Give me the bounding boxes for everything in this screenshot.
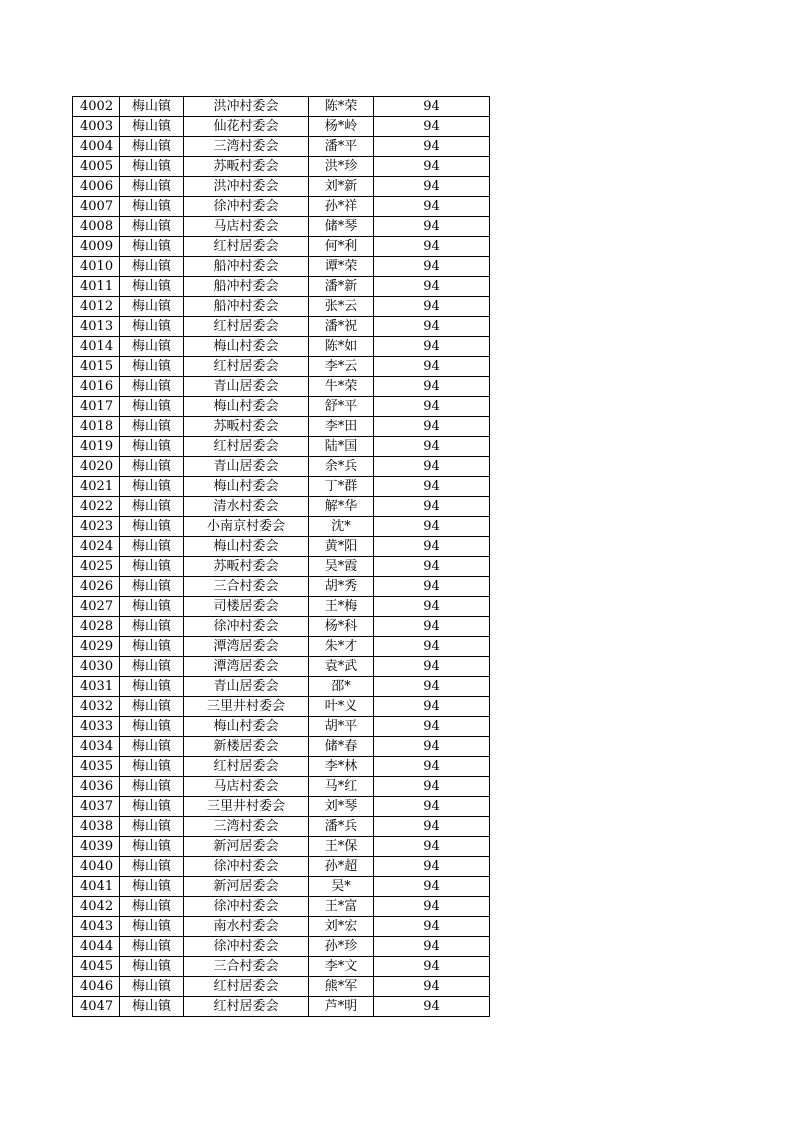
cell-score: 94: [374, 337, 490, 357]
table-row: [73, 657, 490, 677]
cell-committee: 梅山村委会: [184, 717, 309, 737]
cell-committee: 潭湾居委会: [184, 657, 309, 677]
cell-score: 94: [374, 277, 490, 297]
cell-town: 梅山镇: [120, 157, 184, 177]
table-row: [73, 757, 490, 777]
cell-name: 储*琴: [309, 217, 374, 237]
cell-name: 刘*琴: [309, 797, 374, 817]
cell-town: 梅山镇: [120, 177, 184, 197]
table-row: [73, 997, 490, 1017]
cell-id: 4046: [73, 977, 120, 997]
cell-town: 梅山镇: [120, 197, 184, 217]
cell-committee: 红村居委会: [184, 757, 309, 777]
cell-id: 4005: [73, 157, 120, 177]
cell-committee: 船冲村委会: [184, 277, 309, 297]
cell-committee: 新楼居委会: [184, 737, 309, 757]
cell-id: 4026: [73, 577, 120, 597]
cell-committee: 梅山村委会: [184, 397, 309, 417]
cell-committee: 红村居委会: [184, 317, 309, 337]
cell-name: 刘*宏: [309, 917, 374, 937]
cell-score: 94: [374, 237, 490, 257]
cell-committee: 新河居委会: [184, 877, 309, 897]
cell-committee: 洪冲村委会: [184, 177, 309, 197]
table-row: [73, 137, 490, 157]
cell-id: 4030: [73, 657, 120, 677]
table-row: [73, 577, 490, 597]
cell-id: 4024: [73, 537, 120, 557]
cell-score: 94: [374, 577, 490, 597]
table-row: [73, 957, 490, 977]
cell-town: 梅山镇: [120, 917, 184, 937]
cell-committee: 梅山村委会: [184, 537, 309, 557]
cell-committee: 三湾村委会: [184, 137, 309, 157]
cell-name: 王*保: [309, 837, 374, 857]
cell-score: 94: [374, 137, 490, 157]
cell-name: 储*春: [309, 737, 374, 757]
cell-id: 4037: [73, 797, 120, 817]
cell-score: 94: [374, 517, 490, 537]
cell-id: 4006: [73, 177, 120, 197]
table-row: [73, 917, 490, 937]
cell-name: 孙*珍: [309, 937, 374, 957]
cell-town: 梅山镇: [120, 277, 184, 297]
table-row: [73, 637, 490, 657]
cell-id: 4021: [73, 477, 120, 497]
cell-name: 潘*新: [309, 277, 374, 297]
cell-name: 洪*珍: [309, 157, 374, 177]
cell-name: 李*林: [309, 757, 374, 777]
cell-name: 王*富: [309, 897, 374, 917]
cell-town: 梅山镇: [120, 117, 184, 137]
cell-id: 4002: [73, 97, 120, 117]
table-row: [73, 517, 490, 537]
cell-committee: 青山居委会: [184, 677, 309, 697]
cell-name: 袁*武: [309, 657, 374, 677]
cell-name: 潘*祝: [309, 317, 374, 337]
cell-committee: 仙花村委会: [184, 117, 309, 137]
table-row: [73, 777, 490, 797]
table-row: [73, 597, 490, 617]
cell-town: 梅山镇: [120, 457, 184, 477]
cell-score: 94: [374, 497, 490, 517]
cell-town: 梅山镇: [120, 817, 184, 837]
cell-committee: 红村居委会: [184, 357, 309, 377]
cell-name: 牛*荣: [309, 377, 374, 397]
cell-id: 4022: [73, 497, 120, 517]
cell-name: 吴*霞: [309, 557, 374, 577]
cell-name: 沈*: [309, 517, 374, 537]
cell-town: 梅山镇: [120, 757, 184, 777]
table-row: [73, 697, 490, 717]
cell-name: 潘*兵: [309, 817, 374, 837]
cell-name: 谭*荣: [309, 257, 374, 277]
cell-name: 叶*义: [309, 697, 374, 717]
cell-name: 邵*: [309, 677, 374, 697]
table-row: [73, 537, 490, 557]
cell-score: 94: [374, 817, 490, 837]
cell-score: 94: [374, 737, 490, 757]
cell-town: 梅山镇: [120, 577, 184, 597]
cell-id: 4034: [73, 737, 120, 757]
cell-name: 吴*: [309, 877, 374, 897]
cell-committee: 梅山村委会: [184, 477, 309, 497]
cell-id: 4023: [73, 517, 120, 537]
table-row: [73, 197, 490, 217]
cell-id: 4029: [73, 637, 120, 657]
cell-committee: 三湾村委会: [184, 817, 309, 837]
cell-name: 孙*超: [309, 857, 374, 877]
cell-committee: 徐冲村委会: [184, 197, 309, 217]
cell-committee: 红村居委会: [184, 237, 309, 257]
table-row: [73, 157, 490, 177]
cell-name: 陈*如: [309, 337, 374, 357]
cell-score: 94: [374, 757, 490, 777]
cell-name: 何*利: [309, 237, 374, 257]
cell-name: 孙*祥: [309, 197, 374, 217]
table-row: [73, 857, 490, 877]
cell-town: 梅山镇: [120, 717, 184, 737]
cell-id: 4042: [73, 897, 120, 917]
cell-town: 梅山镇: [120, 477, 184, 497]
cell-town: 梅山镇: [120, 137, 184, 157]
cell-town: 梅山镇: [120, 617, 184, 637]
cell-town: 梅山镇: [120, 377, 184, 397]
cell-id: 4033: [73, 717, 120, 737]
cell-id: 4038: [73, 817, 120, 837]
cell-score: 94: [374, 957, 490, 977]
cell-name: 舒*平: [309, 397, 374, 417]
table-row: [73, 877, 490, 897]
table-row: [73, 837, 490, 857]
table-row: [73, 117, 490, 137]
cell-town: 梅山镇: [120, 897, 184, 917]
cell-town: 梅山镇: [120, 857, 184, 877]
cell-name: 张*云: [309, 297, 374, 317]
table-row: [73, 457, 490, 477]
table-row: [73, 237, 490, 257]
cell-committee: 马店村委会: [184, 777, 309, 797]
cell-id: 4013: [73, 317, 120, 337]
cell-committee: 司楼居委会: [184, 597, 309, 617]
cell-score: 94: [374, 177, 490, 197]
cell-id: 4018: [73, 417, 120, 437]
cell-id: 4027: [73, 597, 120, 617]
cell-id: 4015: [73, 357, 120, 377]
cell-score: 94: [374, 997, 490, 1017]
cell-score: 94: [374, 377, 490, 397]
cell-committee: 苏畈村委会: [184, 557, 309, 577]
cell-score: 94: [374, 917, 490, 937]
table-row: [73, 797, 490, 817]
cell-name: 陆*国: [309, 437, 374, 457]
cell-score: 94: [374, 197, 490, 217]
cell-score: 94: [374, 217, 490, 237]
cell-score: 94: [374, 357, 490, 377]
table-row: [73, 677, 490, 697]
table-row: [73, 437, 490, 457]
cell-town: 梅山镇: [120, 557, 184, 577]
data-table: [72, 96, 490, 1017]
table-row: [73, 817, 490, 837]
cell-score: 94: [374, 937, 490, 957]
cell-town: 梅山镇: [120, 797, 184, 817]
cell-town: 梅山镇: [120, 337, 184, 357]
cell-score: 94: [374, 837, 490, 857]
cell-id: 4031: [73, 677, 120, 697]
cell-committee: 清水村委会: [184, 497, 309, 517]
cell-town: 梅山镇: [120, 697, 184, 717]
cell-committee: 三合村委会: [184, 957, 309, 977]
cell-id: 4017: [73, 397, 120, 417]
cell-id: 4019: [73, 437, 120, 457]
cell-town: 梅山镇: [120, 217, 184, 237]
cell-town: 梅山镇: [120, 437, 184, 457]
cell-committee: 三里井村委会: [184, 797, 309, 817]
cell-id: 4047: [73, 997, 120, 1017]
cell-name: 潘*平: [309, 137, 374, 157]
cell-committee: 洪冲村委会: [184, 97, 309, 117]
cell-town: 梅山镇: [120, 257, 184, 277]
cell-name: 刘*新: [309, 177, 374, 197]
cell-committee: 三合村委会: [184, 577, 309, 597]
cell-town: 梅山镇: [120, 497, 184, 517]
cell-score: 94: [374, 677, 490, 697]
table-row: [73, 717, 490, 737]
cell-committee: 新河居委会: [184, 837, 309, 857]
cell-town: 梅山镇: [120, 537, 184, 557]
cell-id: 4009: [73, 237, 120, 257]
cell-name: 李*田: [309, 417, 374, 437]
cell-committee: 苏畈村委会: [184, 157, 309, 177]
cell-committee: 船冲村委会: [184, 297, 309, 317]
table-row: [73, 357, 490, 377]
cell-id: 4045: [73, 957, 120, 977]
cell-name: 芦*明: [309, 997, 374, 1017]
cell-town: 梅山镇: [120, 397, 184, 417]
table-body: [73, 97, 490, 1017]
cell-town: 梅山镇: [120, 937, 184, 957]
cell-committee: 红村居委会: [184, 437, 309, 457]
cell-committee: 青山居委会: [184, 377, 309, 397]
cell-score: 94: [374, 417, 490, 437]
cell-committee: 小南京村委会: [184, 517, 309, 537]
cell-id: 4010: [73, 257, 120, 277]
cell-town: 梅山镇: [120, 237, 184, 257]
cell-town: 梅山镇: [120, 597, 184, 617]
table-row: [73, 937, 490, 957]
cell-town: 梅山镇: [120, 737, 184, 757]
cell-id: 4004: [73, 137, 120, 157]
cell-score: 94: [374, 897, 490, 917]
cell-town: 梅山镇: [120, 957, 184, 977]
cell-id: 4008: [73, 217, 120, 237]
cell-score: 94: [374, 977, 490, 997]
cell-committee: 三里井村委会: [184, 697, 309, 717]
cell-score: 94: [374, 717, 490, 737]
cell-score: 94: [374, 317, 490, 337]
cell-score: 94: [374, 797, 490, 817]
table-row: [73, 617, 490, 637]
cell-committee: 苏畈村委会: [184, 417, 309, 437]
cell-score: 94: [374, 117, 490, 137]
cell-id: 4041: [73, 877, 120, 897]
cell-score: 94: [374, 257, 490, 277]
cell-name: 杨*科: [309, 617, 374, 637]
cell-committee: 青山居委会: [184, 457, 309, 477]
cell-score: 94: [374, 297, 490, 317]
cell-score: 94: [374, 437, 490, 457]
cell-id: 4032: [73, 697, 120, 717]
cell-town: 梅山镇: [120, 637, 184, 657]
cell-score: 94: [374, 877, 490, 897]
cell-town: 梅山镇: [120, 877, 184, 897]
table-row: [73, 557, 490, 577]
cell-town: 梅山镇: [120, 977, 184, 997]
cell-committee: 梅山村委会: [184, 337, 309, 357]
cell-id: 4025: [73, 557, 120, 577]
cell-score: 94: [374, 597, 490, 617]
cell-town: 梅山镇: [120, 357, 184, 377]
cell-id: 4040: [73, 857, 120, 877]
cell-name: 胡*平: [309, 717, 374, 737]
cell-score: 94: [374, 657, 490, 677]
table-row: [73, 177, 490, 197]
cell-id: 4007: [73, 197, 120, 217]
table-row: [73, 277, 490, 297]
cell-id: 4016: [73, 377, 120, 397]
cell-score: 94: [374, 457, 490, 477]
table-row: [73, 977, 490, 997]
cell-town: 梅山镇: [120, 997, 184, 1017]
cell-name: 李*云: [309, 357, 374, 377]
cell-committee: 徐冲村委会: [184, 857, 309, 877]
cell-name: 朱*才: [309, 637, 374, 657]
cell-score: 94: [374, 777, 490, 797]
cell-committee: 船冲村委会: [184, 257, 309, 277]
table-row: [73, 737, 490, 757]
cell-id: 4036: [73, 777, 120, 797]
cell-id: 4028: [73, 617, 120, 637]
table-row: [73, 97, 490, 117]
cell-id: 4020: [73, 457, 120, 477]
cell-score: 94: [374, 157, 490, 177]
cell-town: 梅山镇: [120, 677, 184, 697]
cell-id: 4003: [73, 117, 120, 137]
cell-town: 梅山镇: [120, 837, 184, 857]
cell-score: 94: [374, 697, 490, 717]
cell-town: 梅山镇: [120, 417, 184, 437]
cell-town: 梅山镇: [120, 97, 184, 117]
cell-committee: 红村居委会: [184, 977, 309, 997]
cell-name: 丁*群: [309, 477, 374, 497]
table-row: [73, 397, 490, 417]
table-row: [73, 477, 490, 497]
cell-id: 4043: [73, 917, 120, 937]
cell-id: 4011: [73, 277, 120, 297]
cell-name: 熊*军: [309, 977, 374, 997]
cell-score: 94: [374, 537, 490, 557]
cell-name: 马*红: [309, 777, 374, 797]
table-row: [73, 497, 490, 517]
cell-town: 梅山镇: [120, 517, 184, 537]
table-row: [73, 217, 490, 237]
cell-score: 94: [374, 557, 490, 577]
cell-score: 94: [374, 397, 490, 417]
cell-score: 94: [374, 637, 490, 657]
cell-committee: 红村居委会: [184, 997, 309, 1017]
table-row: [73, 337, 490, 357]
cell-name: 李*文: [309, 957, 374, 977]
cell-committee: 徐冲村委会: [184, 617, 309, 637]
cell-id: 4014: [73, 337, 120, 357]
cell-committee: 徐冲村委会: [184, 897, 309, 917]
cell-town: 梅山镇: [120, 317, 184, 337]
table-row: [73, 417, 490, 437]
cell-id: 4039: [73, 837, 120, 857]
cell-town: 梅山镇: [120, 777, 184, 797]
cell-score: 94: [374, 97, 490, 117]
cell-name: 胡*秀: [309, 577, 374, 597]
cell-id: 4012: [73, 297, 120, 317]
cell-committee: 马店村委会: [184, 217, 309, 237]
table-row: [73, 257, 490, 277]
cell-name: 余*兵: [309, 457, 374, 477]
cell-town: 梅山镇: [120, 297, 184, 317]
cell-committee: 潭湾居委会: [184, 637, 309, 657]
table-row: [73, 897, 490, 917]
cell-id: 4035: [73, 757, 120, 777]
table-row: [73, 377, 490, 397]
cell-committee: 徐冲村委会: [184, 937, 309, 957]
cell-name: 黄*阳: [309, 537, 374, 557]
cell-committee: 南水村委会: [184, 917, 309, 937]
cell-score: 94: [374, 617, 490, 637]
cell-score: 94: [374, 477, 490, 497]
cell-town: 梅山镇: [120, 657, 184, 677]
table-row: [73, 317, 490, 337]
cell-name: 王*梅: [309, 597, 374, 617]
cell-name: 陈*荣: [309, 97, 374, 117]
cell-name: 杨*岭: [309, 117, 374, 137]
cell-name: 解*华: [309, 497, 374, 517]
table-row: [73, 297, 490, 317]
cell-score: 94: [374, 857, 490, 877]
cell-id: 4044: [73, 937, 120, 957]
